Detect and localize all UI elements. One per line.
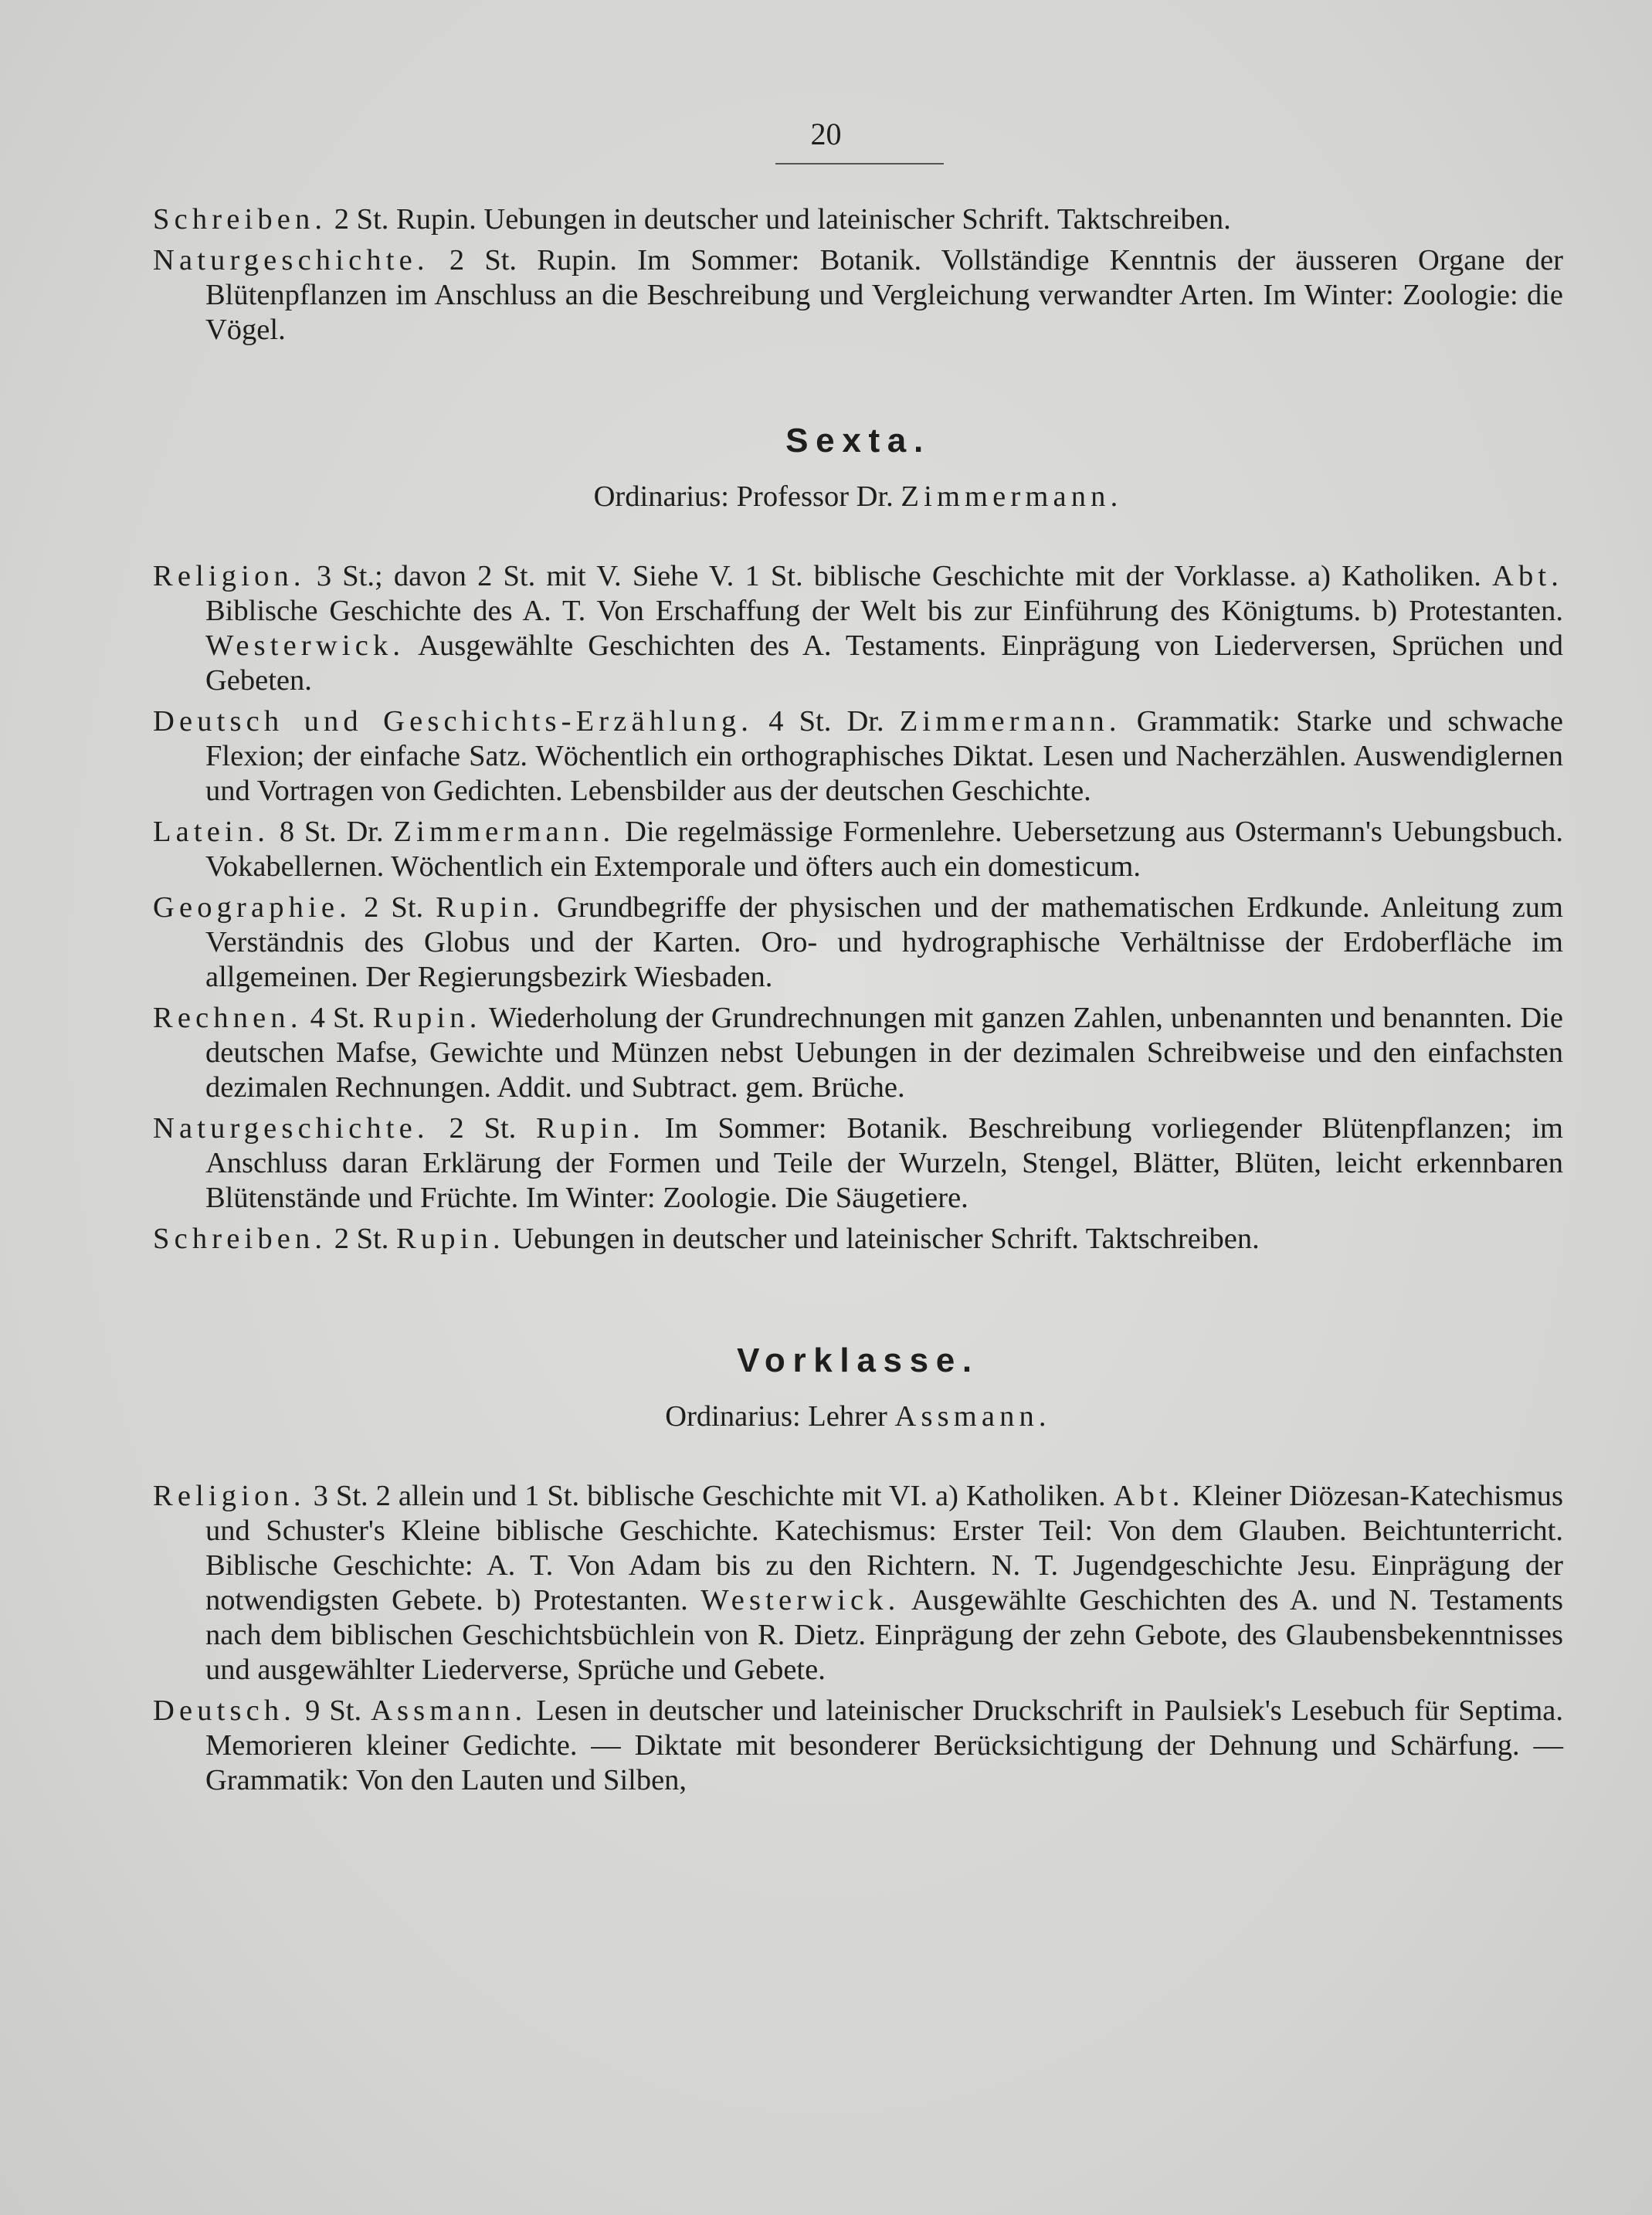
intro-entry-naturgeschichte bbox=[153, 243, 1563, 348]
subject-label: Deutsch und Geschichts-Erzählung. bbox=[153, 705, 754, 738]
section-heading-vorklasse: Vorklasse. bbox=[737, 1342, 979, 1379]
entry-text: 2 St. bbox=[351, 891, 436, 924]
entry-text: 2 St. bbox=[429, 1112, 537, 1145]
teacher-name: Abt. bbox=[1113, 1480, 1185, 1512]
entry-text: 4 St. Dr. bbox=[753, 705, 900, 738]
entry-text: 9 St. bbox=[296, 1694, 371, 1727]
entry-text: 2 St. Rupin. Uebungen in deutscher und lateinischer Schrift. Taktschreiben. bbox=[327, 203, 1231, 236]
subject-label: Schreiben. bbox=[153, 203, 327, 236]
sexta-entry-religion bbox=[153, 559, 1563, 698]
vorklasse-entry-religion bbox=[153, 1479, 1563, 1688]
teacher-name: Assmann. bbox=[371, 1694, 527, 1727]
teacher-name: Westerwick. bbox=[205, 629, 405, 662]
teacher-name: Westerwick. bbox=[700, 1584, 901, 1616]
entry-text: Uebungen in deutscher und lateinischer Schrift. Taktschreiben. bbox=[504, 1223, 1260, 1255]
sexta-entry-schreiben bbox=[153, 1222, 1563, 1257]
entry-text: Lesen in deutscher und lateinischer Druckschrift in Paulsiek's Lesebuch für Septima. Memorieren kleiner Gedichte. — Diktate mit besonderer Berücksichtigung der Dehnung und Schärfung. — Grammatik: Von den Lauten und Silben, bbox=[205, 1694, 1564, 1796]
entry-text: Ausgewählte Geschichten des A. Testaments. Einprägung von Liederversen, Sprüchen und Gebeten. bbox=[205, 629, 1563, 697]
subject-label: Religion. bbox=[153, 560, 306, 592]
entry-text: Ausgewählte Geschichten des A. und N. Testaments nach dem biblischen Geschichtsbüchlein von R. Dietz. Einprägung der zehn Gebote, des Glaubensbekenntnisses und ausgewählter Liederverse, Sprüche und Gebete. bbox=[205, 1584, 1563, 1686]
teacher-name: Rupin. bbox=[436, 891, 544, 924]
entry-text: 2 St. bbox=[327, 1223, 397, 1255]
teacher-name: Rupin. bbox=[372, 1002, 482, 1034]
ordinarius-line-sexta bbox=[153, 480, 1563, 514]
entry-text: Wiederholung der Grundrechnungen mit ganzen Zahlen, unbenannten und benannten. Die deutschen Mafse, Gewichte und Münzen nebst Uebungen in der dezimalen Schreibweise und den einfachsten dezimalen Rechnungen. Addit. und Subtract. gem. Brüche. bbox=[205, 1002, 1563, 1104]
vorklasse-entry-deutsch bbox=[153, 1694, 1563, 1798]
ordinarius-name: Zimmermann. bbox=[901, 480, 1123, 513]
entry-text: Kleiner Diözesan-Katechismus und Schuster's Kleine biblische Geschichte. Katechismus: Erster Teil: Von dem Glauben. Beichtunterricht. Biblische Geschichte: A. T. Von Adam bis zu den Richtern. N. T. Jugendgeschichte Jesu. Einprägung der notwendigsten Gebete. b) Protestanten. bbox=[205, 1480, 1563, 1616]
subject-label: Naturgeschichte. bbox=[153, 244, 429, 276]
entry-text: Grundbegriffe der physischen und der mathematischen Erdkunde. Anleitung zum Verständnis des Globus und der Karten. Oro- und hydrographische Verhältnisse der Erdoberfläche im allgemeinen. Der Regierungsbezirk Wiesbaden. bbox=[205, 891, 1563, 993]
entry-text: Grammatik: Starke und schwache Flexion; der einfache Satz. Wöchentlich ein orthographisches Diktat. Lesen und Nacherzählen. Auswendiglernen und Vortragen von Gedichten. Lebensbilder aus der deutschen Geschichte. bbox=[205, 705, 1564, 807]
entry-text: 2 St. Rupin. Im Sommer: Botanik. Vollständige Kenntnis der äusseren Organe der Blütenpflanzen im Anschluss an die Beschreibung und Vergleichung verwandter Arten. Im Winter: Zoologie: die Vögel. bbox=[205, 244, 1563, 346]
page-content bbox=[153, 202, 1563, 1798]
entry-text: 3 St. 2 allein und 1 St. biblische Geschichte mit VI. a) Katholiken. bbox=[305, 1480, 1114, 1512]
sexta-entry-geographie bbox=[153, 890, 1563, 995]
sexta-entry-deutsch bbox=[153, 704, 1563, 809]
teacher-name: Zimmermann. bbox=[899, 705, 1121, 738]
entry-text: 3 St.; davon 2 St. mit V. Siehe V. 1 St. biblische Geschichte mit der Vorklasse. a) Katholiken. bbox=[305, 560, 1492, 592]
subject-label: Latein. bbox=[153, 816, 270, 848]
teacher-name: Rupin. bbox=[396, 1223, 505, 1255]
entry-text: Die regelmässige Formenlehre. Uebersetzung aus Ostermann's Uebungsbuch. Vokabellernen. Wöchentlich ein Extemporale und öfters auch ein domesticum. bbox=[205, 816, 1564, 883]
ordinarius-label: Ordinarius: Professor Dr. bbox=[593, 480, 901, 513]
teacher-name: Zimmermann. bbox=[393, 816, 616, 848]
entry-text: 8 St. Dr. bbox=[270, 816, 394, 848]
subject-label: Naturgeschichte. bbox=[153, 1112, 429, 1145]
entry-text: Im Sommer: Botanik. Beschreibung vorliegender Blütenpflanzen; im Anschluss daran Erklärung der Formen und Teile der Wurzeln, Stengel, Blätter, Blüten, leicht erkennbaren Blütenstände und Früchte. Im Winter: Zoologie. Die Säugetiere. bbox=[205, 1112, 1563, 1214]
subject-label: Deutsch. bbox=[153, 1694, 297, 1727]
ordinarius-label: Ordinarius: Lehrer bbox=[665, 1400, 895, 1433]
entry-text: 4 St. bbox=[302, 1002, 373, 1034]
page-number: 20 bbox=[810, 117, 842, 151]
sexta-entry-rechnen bbox=[153, 1001, 1563, 1105]
ordinarius-name: Assmann. bbox=[894, 1400, 1051, 1433]
subject-label: Schreiben. bbox=[153, 1223, 327, 1255]
page-number-rule bbox=[775, 163, 944, 165]
subject-label: Religion. bbox=[153, 1480, 306, 1512]
intro-entry-schreiben bbox=[153, 202, 1563, 237]
sexta-entry-naturgeschichte bbox=[153, 1111, 1563, 1216]
teacher-name: Abt. bbox=[1491, 560, 1563, 592]
sexta-entry-latein bbox=[153, 815, 1563, 884]
ordinarius-line-vorklasse bbox=[153, 1399, 1563, 1434]
section-heading-sexta: Sexta. bbox=[785, 422, 931, 460]
subject-label: Geographie. bbox=[153, 891, 351, 924]
subject-label: Rechnen. bbox=[153, 1002, 303, 1034]
entry-text: Biblische Geschichte des A. T. Von Erschaffung der Welt bis zur Einführung des Königtums. b) Protestanten. bbox=[205, 595, 1563, 627]
teacher-name: Rupin. bbox=[536, 1112, 645, 1145]
